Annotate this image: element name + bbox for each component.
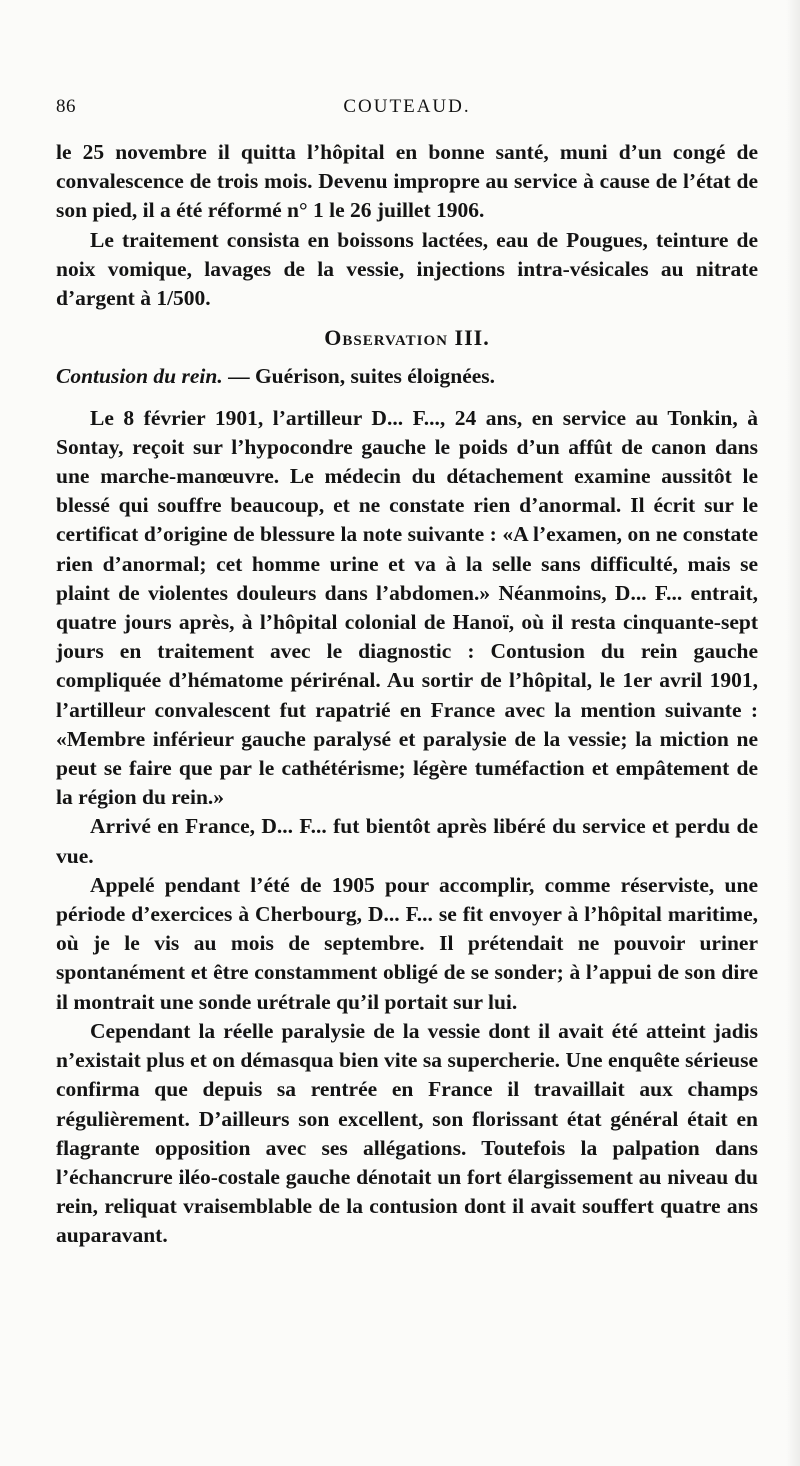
paragraph: Le 8 février 1901, l’artilleur D... F..., 24 ans, en service au Tonkin, à Sontay, reçoit sur l’hypocondre gauche le poids d’un affût de canon dans une marche-manœuvre. Le médecin du détachement examine aussitôt le blessé qui souffre beaucoup, et ne constate rien d’anormal. Il écrit sur le certificat d’origine de blessure la note suivante : «A l’examen, on ne constate rien d’anormal; cet homme urine et va à la selle sans difficulté, mais se plaint de violentes douleurs dans l’abdomen.» Néanmoins, D... F... entrait, quatre jours après, à l’hôpital colonial de Hanoï, où il resta cinquante-sept jours en traitement avec le diagnostic : Contusion du rein gauche compliquée d’hématome périrénal. Au sortir de l’hôpital, le 1er avril 1901, l’artilleur convalescent fut rapatrié en France avec la mention suivante : «Membre inférieur gauche paralysé et paralysie de la vessie; la miction ne peut se faire que par le cathétérisme; légère tuméfaction et empâtement de la région du rein.» [56, 405, 758, 810]
paragraph: Cependant la réelle paralysie de la vessie dont il avait été atteint jadis n’existait plus et on démasqua bien vite sa supercherie. Une enquête sérieuse confirma que depuis sa rentrée en France il travaillait aux champs régulièrement. D’ailleurs son excellent, son florissant état général était en flagrante opposition avec ses allégations. Toutefois la palpation dans l’échancrure iléo-costale gauche dénotait un fort élargissement au niveau du rein, reliquat vraisemblable de la contusion dont il avait souffert quatre ans auparavant. [56, 1018, 758, 1248]
body-text [56, 138, 758, 1251]
paragraph: Arrivé en France, D... F... fut bientôt après libéré du service et perdu de vue. [56, 814, 758, 868]
scan-edge-shadow [786, 0, 800, 1466]
observation-subtitle-italic: Contusion du rein. [56, 364, 223, 389]
paragraph: Appelé pendant l’été de 1905 pour accomplir, comme réserviste, une période d’exercices à Cherbourg, D... F... se fit envoyer à l’hôpital maritime, où je le vis au mois de septembre. Il prétendait ne pouvoir uriner spontanément et être constamment obligé de se sonder; à l’appui de son dire il montrait une sonde urétrale qu’il portait sur lui. [56, 872, 758, 1014]
observation-subtitle-rest: — Guérison, suites éloignées. [222, 364, 496, 389]
observation-heading: Observation III. [324, 325, 490, 351]
paragraph: le 25 novembre il quitta l’hôpital en bonne santé, muni d’un congé de convalescence de trois mois. Devenu impropre au service à cause de l’état de son pied, il a été réformé n° 1 le 26 juillet 1906. [56, 140, 758, 223]
page-header [56, 96, 758, 124]
running-head: COUTEAUD. [343, 96, 471, 117]
paragraph: Le traitement consista en boissons lactées, eau de Pougues, teinture de noix vomique, lavages de la vessie, injections intra-vésicales au nitrate d’argent à 1/500. [56, 227, 758, 311]
page-number: 86 [56, 96, 76, 117]
observation-subtitle [56, 362, 758, 391]
